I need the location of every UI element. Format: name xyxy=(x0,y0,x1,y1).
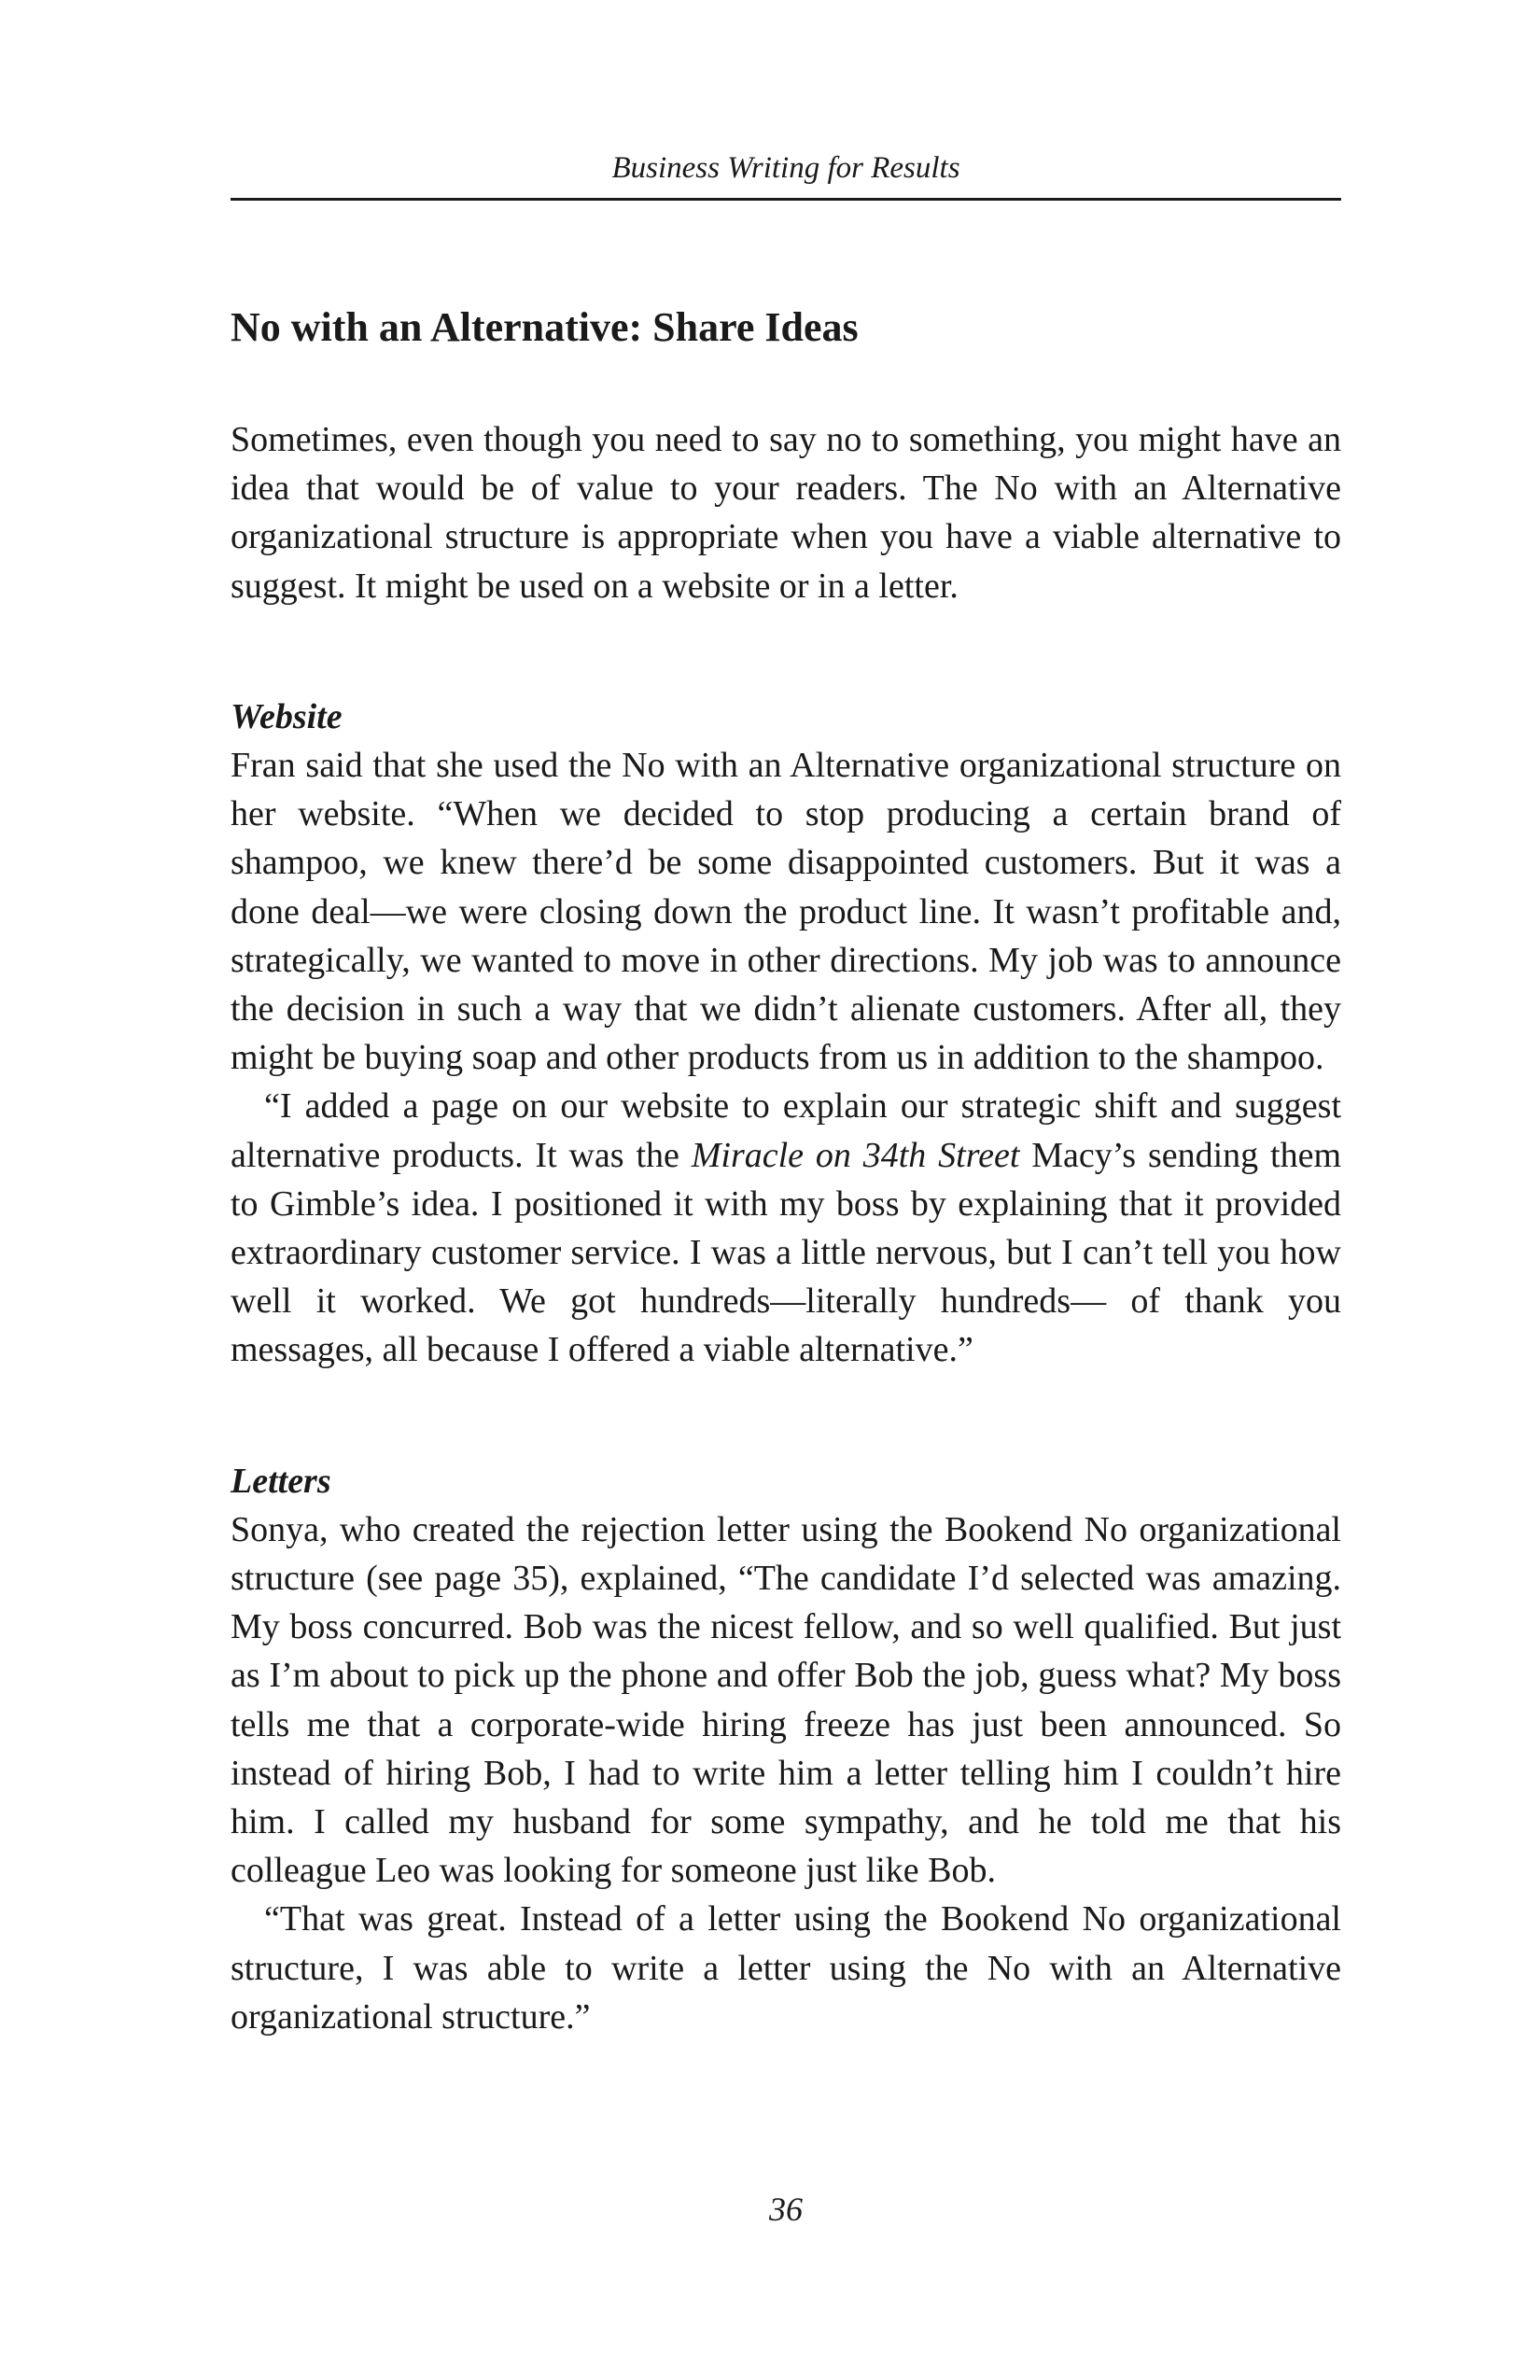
subhead-website: Website xyxy=(231,696,343,736)
section-spacer xyxy=(231,1375,1341,1457)
page-body xyxy=(231,301,1341,2041)
website-paragraph-2-start: “I added a page on our website to explain our strategic shift and suggest alternative products. It was the xyxy=(231,1086,1341,1175)
intro-paragraph: Sometimes, even though you need to say no to something, you might have an idea that would be of value to your readers. The No with an Alternative organizational structure is appropriate when you have a viable alternative to suggest. It might be used on a website or in a letter. xyxy=(231,420,1341,606)
letters-paragraph-1: Sonya, who created the rejection letter using the Bookend No organizational structure (see page 35), explained, “The candidate I’d selected was amazing. My boss concurred. Bob was the nicest fellow, and so well qualified. But just as I’m about to pick up the phone and offer Bob the job, guess what? My boss tells me that a corporate-wide hiring freeze has just been announced. So instead of hiring Bob, I had to write him a letter telling him I couldn’t hire him. I called my husband for some sympathy, and he told me that his colleague Leo was looking for someone just like Bob. xyxy=(231,1509,1341,1891)
header-rule xyxy=(231,198,1341,201)
page-number: 36 xyxy=(769,2191,803,2228)
section-title: No with an Alternative: Share Ideas xyxy=(231,304,859,350)
website-paragraph-1: Fran said that she used the No with an Alternative organizational structure on her website. “When we decided to stop producing a certain brand of shampoo, we knew there’d be some disappointed customers. But it was a done deal—we were closing down the product line. It wasn’t profitable and, strategically, we wanted to move in other directions. My job was to announce the decision in such a way that we didn’t alienate customers. After all, they might be buying soap and other products from us in addition to the shampoo. xyxy=(231,746,1341,1078)
website-paragraph-2-end: Macy’s sending them to Gimble’s idea. I positioned it with my boss by explaining that it provided extraordinary customer service. I was a little nervous, but I can’t tell you how well it worked. We got hundreds—literally hundreds— of thank you messages, all because I offered a viable alternative.” xyxy=(231,1135,1341,1370)
subhead-letters: Letters xyxy=(231,1461,331,1501)
running-head: Business Writing for Results xyxy=(611,151,960,185)
film-title: Miracle on 34th Street xyxy=(691,1135,1020,1175)
letters-paragraph-2: “That was great. Instead of a letter using the Bookend No organizational structure, I was able to write a letter using the No with an Alternative organizational structure.” xyxy=(231,1899,1341,2037)
section-spacer xyxy=(231,610,1341,693)
website-paragraph-2 xyxy=(231,1082,1341,1374)
